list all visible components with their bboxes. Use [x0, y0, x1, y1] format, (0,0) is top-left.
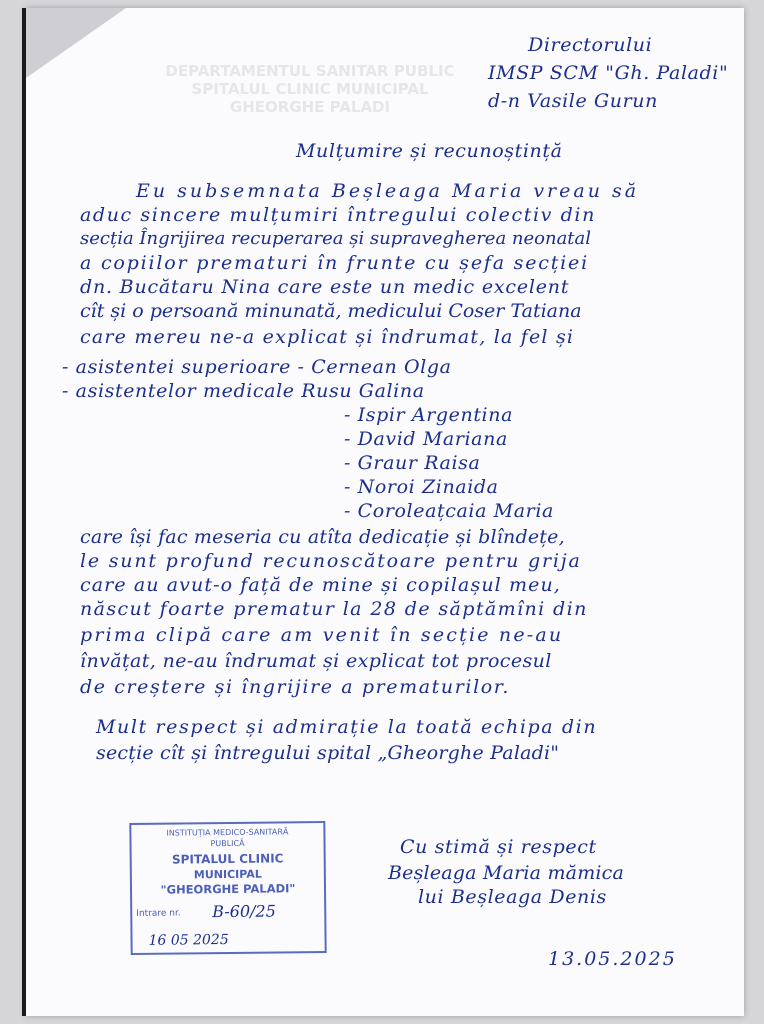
stamp-hospital: SPITALUL CLINIC — [171, 851, 284, 867]
body-line: care își fac meseria cu atîta dedicație și blîndețe, — [80, 526, 565, 548]
addressee-line: d-n Vasile Gurun — [488, 90, 658, 112]
stamp-entry-number: B-60/25 — [212, 901, 276, 922]
body-line: Eu subsemnata Beșleaga Maria vreau să — [136, 180, 640, 202]
closing-line: Cu stimă și respect — [400, 836, 597, 858]
body-line: care au avut-o față de mine și copilașul meu, — [80, 574, 561, 596]
body-line: prima clipă care am venit în secție ne-au — [80, 624, 564, 646]
stamp-institution: INSTITUȚIA MEDICO-SANITARĂ — [166, 827, 289, 838]
body-line: - Coroleațcaia Maria — [344, 500, 554, 522]
faded-letterhead-line: GHEORGHE PALADI — [229, 98, 391, 116]
body-line: secția Îngrijirea recuperarea și supravegherea neonatal — [80, 228, 592, 249]
body-line: le sunt profund recunoscătoare pentru grija — [80, 550, 582, 572]
stamp-name: "GHEORGHE PALADI" — [160, 881, 296, 897]
body-line: dn. Bucătaru Nina care este un medic excelent — [80, 276, 570, 298]
body-line: a copiilor prematuri în frunte cu șefa secției — [80, 252, 589, 274]
faded-letterhead-line: SPITALUL CLINIC MUNICIPAL — [191, 80, 429, 98]
body-line: - Graur Raisa — [344, 452, 481, 474]
body-line: născut foarte prematur la 28 de săptămîni din — [80, 598, 588, 620]
folded-corner — [26, 8, 126, 78]
letter-date: 13.05.2025 — [548, 948, 677, 970]
letter-title: Mulțumire și recunoștință — [296, 140, 563, 162]
stamp-entry-label: Intrare nr. — [136, 908, 181, 919]
closing-line: lui Beșleaga Denis — [418, 886, 607, 908]
addressee-line: IMSP SCM "Gh. Paladi" — [488, 62, 729, 84]
body-line: de creștere și îngrijire a prematurilor. — [80, 676, 511, 698]
stamp-entry-date: 16 05 2025 — [148, 931, 229, 949]
body-line: aduc sincere mulțumiri întregului colectiv din — [80, 204, 596, 226]
stamp-public: PUBLICĂ — [210, 838, 245, 849]
closing-line: Beșleaga Maria mămica — [388, 862, 625, 884]
registration-stamp — [129, 821, 326, 955]
body-line: secție cît și întregului spital „Gheorghe Paladi" — [96, 742, 560, 764]
body-line: - asistentelor medicale Rusu Galina — [62, 380, 425, 402]
body-line: - David Mariana — [344, 428, 508, 450]
body-line: - asistentei superioare - Cernean Olga — [62, 356, 452, 378]
body-line: care mereu ne-a explicat și îndrumat, la fel și — [80, 326, 575, 348]
stamp-municipal: MUNICIPAL — [193, 867, 262, 882]
body-line: cît și o persoană minunată, medicului Coser Tatiana — [80, 300, 582, 322]
body-line: - Ispir Argentina — [344, 404, 514, 426]
faded-letterhead-line: DEPARTAMENTUL SANITAR PUBLIC — [165, 62, 455, 80]
faded-letterhead — [150, 62, 470, 116]
addressee-line: Directorului — [528, 34, 653, 56]
body-line: învățat, ne-au îndrumat și explicat tot procesul — [80, 650, 552, 672]
body-line: Mult respect și admirație la toată echipa din — [96, 716, 598, 738]
body-line: - Noroi Zinaida — [344, 476, 499, 498]
